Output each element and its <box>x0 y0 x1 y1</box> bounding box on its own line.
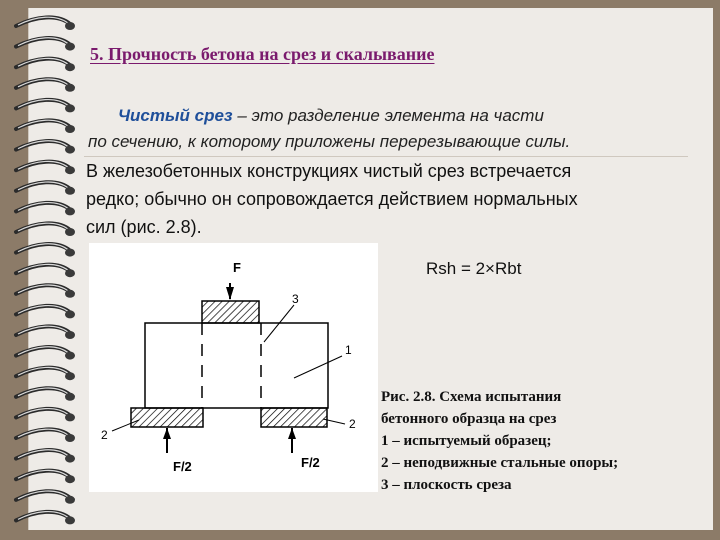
spiral-ring <box>16 264 75 277</box>
spiral-binding <box>6 14 78 526</box>
spiral-ring <box>16 182 75 195</box>
spiral-ring <box>16 367 75 380</box>
spiral-ring <box>16 409 75 422</box>
label-support-right: 2 <box>349 417 356 431</box>
definition-line-1-rest: – это разделение элемента на части <box>232 106 544 125</box>
spiral-ring <box>16 326 75 339</box>
spiral-ring <box>16 491 75 504</box>
reaction-label-left: F/2 <box>173 459 192 474</box>
spiral-ring <box>16 223 75 236</box>
spiral-ring <box>16 347 75 360</box>
label-shear-plane: 3 <box>292 292 299 306</box>
loading-plate <box>202 301 259 323</box>
paragraph-line-2: редко; обычно он сопровождается действием нормальных <box>86 189 578 209</box>
label-support-left: 2 <box>101 428 108 442</box>
spiral-ring <box>16 100 75 113</box>
spiral-ring <box>16 79 75 92</box>
caption-line-3: 1 – испытуемый образец; <box>381 433 552 449</box>
reaction-arrow-right <box>288 428 296 439</box>
spiral-ring <box>16 512 75 525</box>
load-label: F <box>233 260 241 275</box>
formula: Rsh = 2×Rbt <box>426 259 522 278</box>
spiral-ring <box>16 203 75 216</box>
spiral-ring <box>16 470 75 483</box>
caption-line-5: 3 – плоскость среза <box>381 477 512 493</box>
paragraph-line-3: сил (рис. 2.8). <box>86 217 202 237</box>
caption-line-1: Рис. 2.8. Схема испытания <box>381 389 562 405</box>
reaction-arrow-left <box>163 428 171 439</box>
reaction-label-right: F/2 <box>301 455 320 470</box>
spiral-ring <box>16 17 75 30</box>
spiral-ring <box>16 58 75 71</box>
spiral-ring <box>16 388 75 401</box>
spiral-ring <box>16 450 75 463</box>
definition-line-1 <box>118 106 544 126</box>
definition-term: Чистый срез <box>118 106 233 125</box>
slide-title: 5. Прочность бетона на срез и скалывание <box>90 44 435 64</box>
spiral-ring <box>16 244 75 257</box>
spiral-ring <box>16 120 75 133</box>
support-left <box>131 408 203 427</box>
spiral-ring <box>16 429 75 442</box>
definition-line-2: по сечению, к которому приложены перерезывающие силы. <box>88 132 571 151</box>
figure-2-8 <box>89 243 378 492</box>
label-specimen: 1 <box>345 343 352 357</box>
spiral-ring <box>16 306 75 319</box>
figure-caption <box>381 386 618 496</box>
caption-line-2: бетонного образца на срез <box>381 411 557 427</box>
spiral-ring <box>16 38 75 51</box>
divider <box>84 156 688 157</box>
spiral-ring <box>16 141 75 154</box>
spiral-ring <box>16 285 75 298</box>
support-right <box>261 408 327 427</box>
load-arrow <box>226 287 234 300</box>
spiral-ring <box>16 161 75 174</box>
specimen-block <box>145 323 328 408</box>
paragraph-line-1: В железобетонных конструкциях чистый срез встречается <box>86 161 572 181</box>
caption-line-4: 2 – неподвижные стальные опоры; <box>381 455 619 471</box>
